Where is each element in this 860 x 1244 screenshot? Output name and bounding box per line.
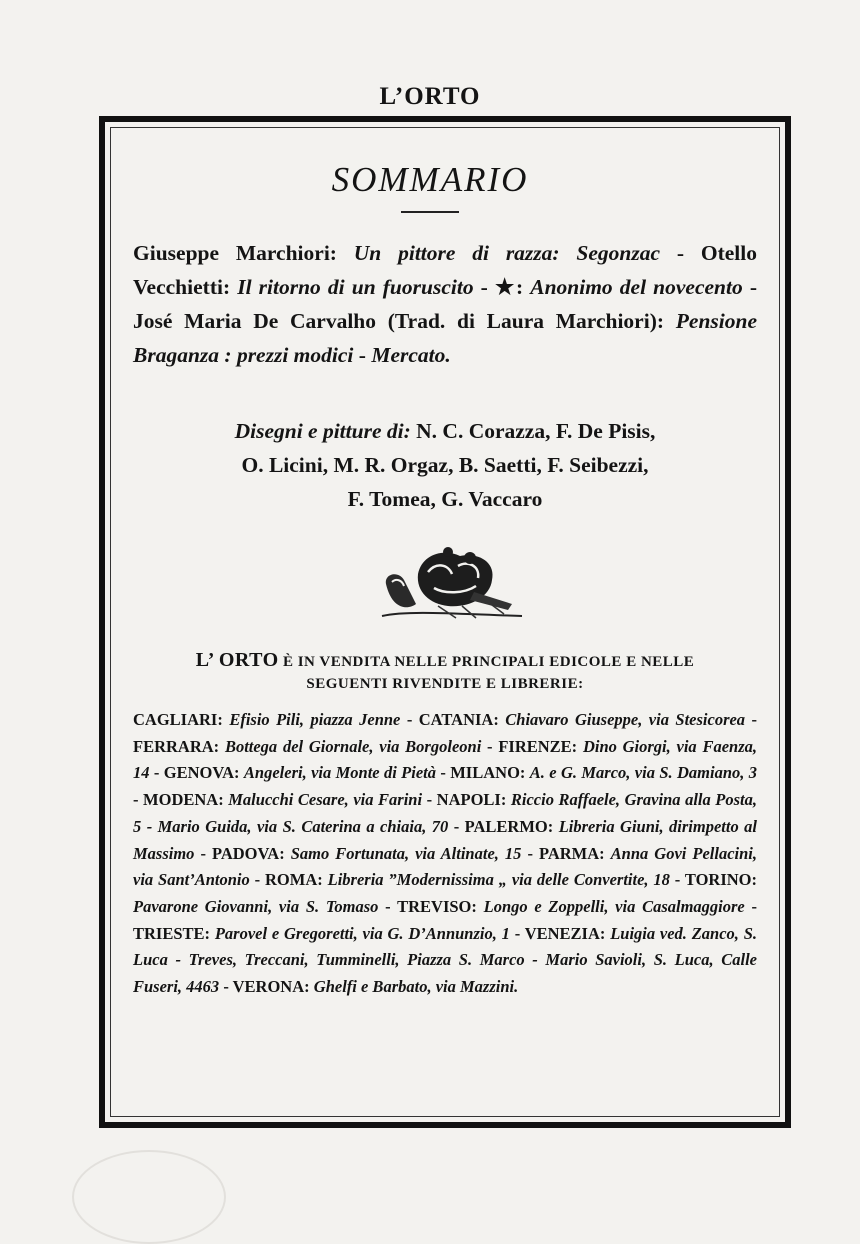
summary-author: - [353,343,372,367]
shop-city: PARMA [538,843,600,863]
shop-address: Efisio Pili, piazza Jenne [229,710,401,729]
shop-address: Libreria Giuni, dirimpetto al Massimo [133,816,757,863]
shop-address: Samo Fortunata, via Altinate, 15 [290,843,522,863]
summary-author: - José Maria De Carvalho (Trad. di Laura Marchiori): [133,275,758,333]
shop-city: PADOVA [211,843,280,863]
summary-author: - Otello Vecchietti: [133,241,757,299]
shop-address: Bottega del Giornale, via Borgoleoni [224,736,482,756]
shop-city: PALERMO [464,816,548,836]
summary-article-title: Mercato. [371,343,451,367]
shop-city: TORINO [684,870,752,890]
shop-address: Ghelfi e Barbato, via Mazzini. [313,977,519,997]
notice-text-1: È IN VENDITA NELLE PRINCIPALI EDICOLE E NELLE [278,654,695,670]
page-title: SOMMARIO [331,160,529,199]
shop-address: Dino Giorgi, via Faenza, 14 [133,736,757,783]
shop-city: FIRENZE [498,736,572,756]
notice-brand: L’ ORTO [195,649,279,671]
shop-address: Libreria ”Modernissima „ via delle Convertite, 18 [327,870,670,890]
shop-city: TREVISO [397,896,472,916]
masthead: L’ORTO [379,83,481,110]
shop-city: CAGLIARI [133,710,218,729]
shop-city: GENOVA [163,763,235,783]
shop-city: VERONA [232,977,305,997]
shop-city: ROMA [265,870,318,890]
shop-address: Malucchi Cesare, via Farini [228,790,423,810]
credits-lead: Disegni e pitture di: [234,419,411,443]
summary-author: Giuseppe Marchiori: [133,241,354,265]
notice-line-1 [133,649,757,673]
summary-author: - ★: [473,275,531,299]
shop-address: Pavarone Giovanni, via S. Tomaso [133,896,379,916]
credits-names-1: N. C. Corazza, F. De Pisis, [410,419,656,443]
shop-address: A. e G. Marco, via S. Damiano, 3 [529,763,757,783]
notice-line-2: SEGUENTI RIVENDITE E LIBRERIE: [306,676,584,692]
library-stamp [72,1150,226,1244]
shop-address: Luigia ved. Zanco, S. Luca - Treves, Treccani, Tumminelli, Piazza S. Marco - Mario Savioli, S. Luca, Calle Fuseri, 4463 [133,923,758,997]
credits-line-3: F. Tomea, G. Vaccaro [347,487,543,511]
shop-city: FERRARA [133,736,214,756]
shop-city: NAPOLI [436,790,501,810]
sales-notice [133,649,757,695]
shop-address: Chiavaro Giuseppe, via Stesicorea [505,710,746,729]
shop-city: TRIESTE [133,923,205,943]
shop-address: Longo e Zoppelli, via Casalmaggiore [483,896,745,916]
shop-address: Anna Govi Pellacini, via Sant’Antonio [133,843,758,890]
summary-article-title: Un pittore di razza: Segonzac [353,241,661,265]
title-rule [401,211,459,213]
contents-summary [133,236,757,372]
credits-line-1 [133,414,757,448]
shop-city: MILANO [450,763,520,783]
summary-article-title: Il ritorno di un fuoruscito [237,275,474,299]
shop-address: Parovel e Gregoretti, via G. D’Annunzio, 1 [214,923,510,943]
summary-article-title: Anonimo del novecento [530,275,743,299]
credits-line-2: O. Licini, M. R. Orgaz, B. Saetti, F. Seibezzi, [241,453,649,477]
summary-article-title: Pensione Braganza : prezzi modici [133,309,757,367]
basket-vignette-illustration [378,544,526,624]
shop-city: MODENA [143,790,219,810]
shop-address: Angeleri, via Monte di Pietà [243,763,436,783]
shop-city: VENEZIA [524,923,600,943]
retailer-list: CAGLIARI: Efisio Pili, piazza Jenne - CATANIA: Chiavaro Giuseppe, via Stesicorea - FERRARA: Bottega del Giornale, via Borgoleoni - FIRENZE: Dino Giorgi, via Faenza, 14 - GENOVA: Angeleri, via Monte di Pietà - MILANO: A. e G. Marco, via S. Damiano, 3 - MODENA: Malucchi Cesare, via Farini - NAPOLI: Riccio Raffaele, Gravina alla Posta, 5 - Mario Guida, via S. Caterina a chiaia, 70 - PALERMO: Libreria Giuni, dirimpetto al Massimo - PADOVA: Samo Fortunata, via Altinate, 15 - PARMA: Anna Govi Pellacini, via Sant’Antonio - ROMA: Libreria ”Modernissima „ via delle Convertite, 18 - TORINO: Pavarone Giovanni, via S. Tomaso - TREVISO: Longo e Zoppelli, via Casalmaggiore - TRIESTE: Parovel e Gregoretti, via G. D’Annunzio, 1 - VENEZIA: Luigia ved. Zanco, S. Luca - Treves, Treccani, Tumminelli, Piazza S. Marco - Mario Savioli, S. Luca, Calle Fuseri, 4463 - VERONA: Ghelfi e Barbato, via Mazzini. [133,710,758,997]
shop-address: Riccio Raffaele, Gravina alla Posta, 5 - Mario Guida, via S. Caterina a chiaia, 70 [133,790,757,836]
illustration-credits [133,414,757,516]
shop-city: CATANIA [418,710,494,729]
